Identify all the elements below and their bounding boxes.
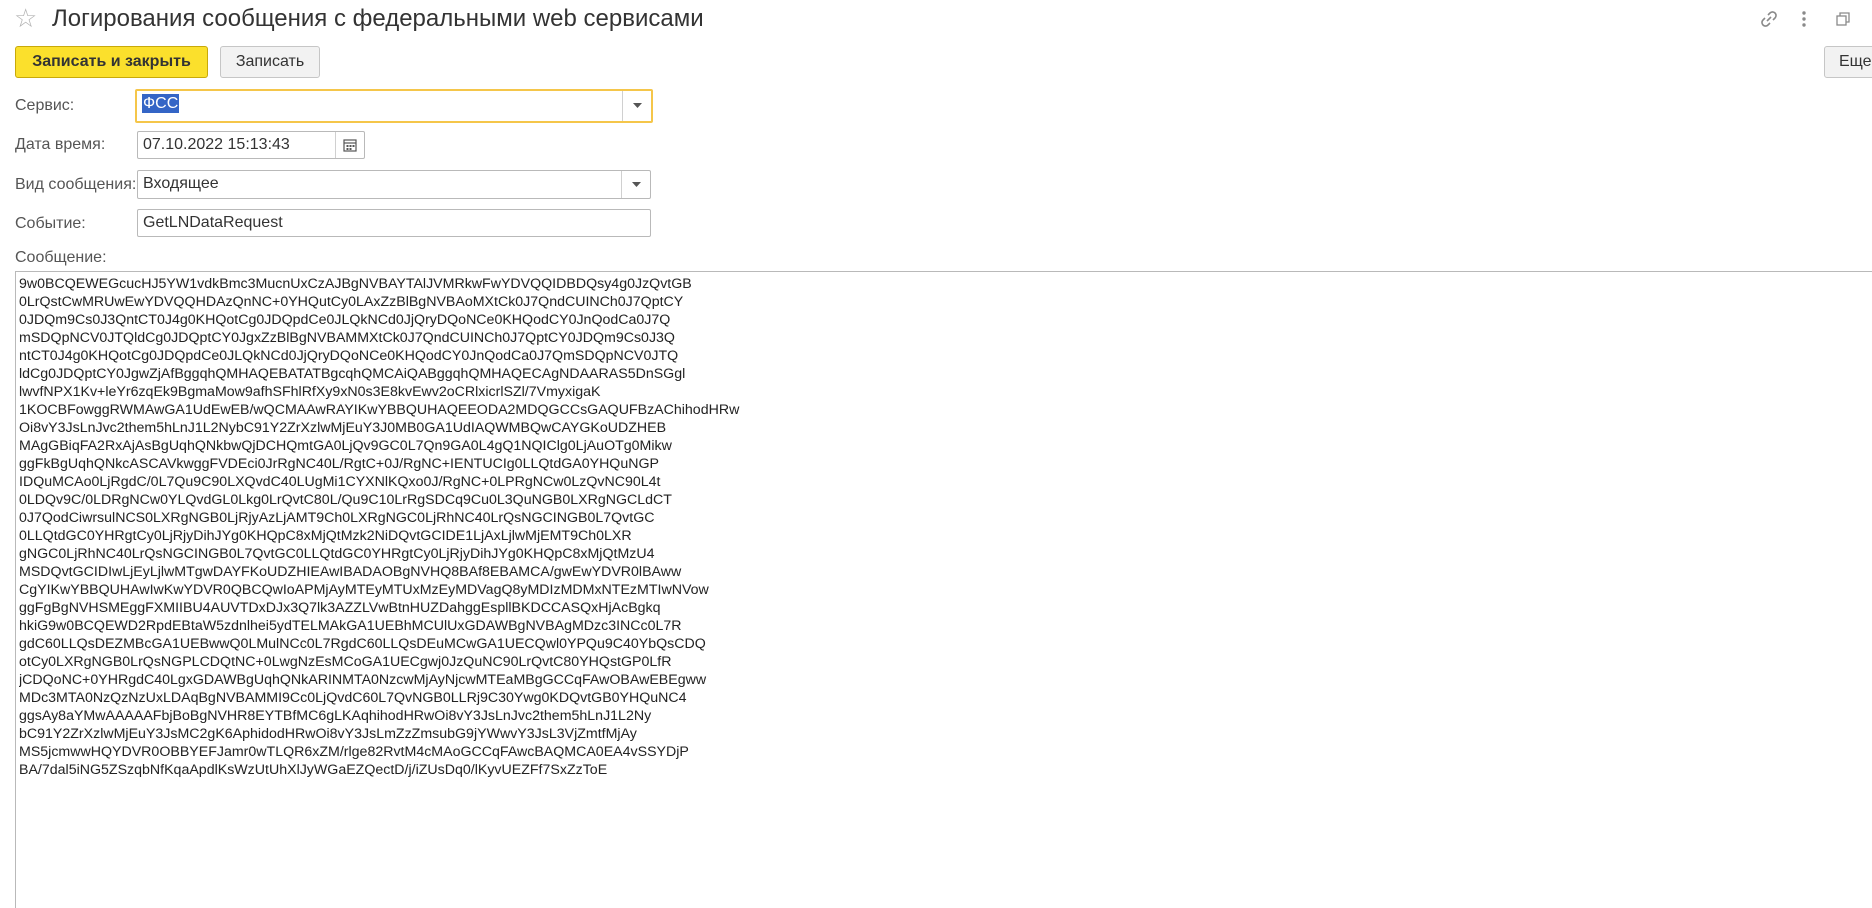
message-type-value: Входящее	[143, 175, 219, 192]
event-label: Событие:	[15, 215, 86, 232]
message-line: otCy0LXRgNGB0LrQsNGPLCDQtNC+0LwgNzEsMCoGA1UECgwj0JzQuNC90LrQvtC80YHQstGP0LfR	[19, 654, 672, 670]
message-type-field[interactable]	[137, 170, 651, 199]
message-line: bC91Y2ZrXzlwMjEuY3JsMC2gK6AphidodHRwOi8vY3JsLmZzZmsubG9jYWwvY3JsL3VjZmtfMjAy	[19, 726, 637, 742]
message-line: gNGC0LjRhNC40LrQsNGCINGB0L7QvtGC0LLQtdGC0YHRgtCy0LjRjyDihJYg0KHQpC8xMjQtMzU4	[19, 546, 655, 562]
message-line: ggFkBgUqhQNkcASCAVkwggFVDEci0JrRgNC40L/RgtC+0J/RgNC+IENTUCIg0LLQtdGA0YHQuNGP	[19, 456, 659, 472]
message-line: ntCT0J4g0KHQotCg0JDQpdCe0JLQkNCd0JjQryDQoNCe0KHQodCY0JnQodCa0J7QmSDQpNCV0JTQ	[19, 348, 679, 364]
vertical-dots-icon[interactable]	[1793, 8, 1815, 30]
message-line: MDc3MTA0NzQzNzUxLDAqBgNVBAMMI9Cc0LjQvdC60L7QvNGB0LLRj9C30Ywg0KDQvtGB0YHQuNC4	[19, 690, 687, 706]
message-line: lwvfNPX1Kv+leYr6zqEk9BgmaMow9afhSFhlRfXy9xN0s3E8kvEwv2oCRlxicrlSZl/7VmyxigaK	[19, 384, 601, 400]
message-label: Сообщение:	[15, 249, 107, 266]
event-value: GetLNDataRequest	[143, 214, 283, 231]
message-line: gdC60LLQsDEZMBcGA1UEBwwQ0LMulNCc0L7RgdC60LLQsDEuMCwGA1UECQwl0YPQu9C40YbQsCDQ	[19, 636, 706, 652]
datetime-label: Дата время:	[15, 136, 106, 153]
link-icon[interactable]	[1758, 8, 1780, 30]
message-textarea[interactable]	[15, 271, 1872, 908]
service-label: Сервис:	[15, 97, 75, 114]
message-line: MS5jcmwwHQYDVR0OBBYEFJamr0wTLQR6xZM/rlge82RvtM4cMAoGCCqFAwcBAQMCA0EA4vSSYDjP	[19, 744, 689, 760]
page-title: Логирования сообщения с федеральными web сервисами	[52, 5, 704, 32]
message-line: ggFgBgNVHSMEggFXMIIBU4AUVTDxDJx3Q7lk3AZZLVwBtnHUZDahggEspllBKDCCASQxHjAcBgkq	[19, 600, 661, 616]
message-line: jCDQoNC+0YHRgdC40LgxGDAWBgUqhQNkARINMTA0NzcwMjAyNjcwMTEaMBgGCCqFAwOBAwEBEgww	[19, 672, 707, 688]
star-outline-icon[interactable]: ☆	[14, 3, 38, 33]
service-field[interactable]	[135, 89, 653, 123]
message-line: mSDQpNCV0JTQldCg0JDQptCY0JgxZzBlBgNVBAMMXtCk0J7QndCUINCh0J7QptCY0JDQm9Cs0J3Q	[19, 330, 675, 346]
message-line: 0LLQtdGC0YHRgtCy0LjRjyDihJYg0KHQpC8xMjQtMzk2NiDQvtGCIDE1LjAxLjlwMjEMT9Ch0LXR	[19, 528, 632, 544]
calendar-icon[interactable]	[335, 132, 364, 158]
message-line: hkiG9w0BCQEWD2RpdEBtaW5zdnlhei5ydTELMAkGA1UEBhMCUlUxGDAWBgNVBAgMDzc3INCc0L7R	[19, 618, 682, 634]
chevron-down-icon[interactable]	[621, 171, 650, 198]
service-value: ФСС	[143, 95, 179, 112]
message-line: IDQuMCAo0LjRgdC/0L7Qu9C90LXQvdC40LUgMi1CYXNlKQxo0J/RgNC+0LPRgNCw0LzQvNC90L4t	[19, 474, 661, 490]
message-line: 0J7QodCiwrsulNCS0LXRgNGB0LjRjyAzLjAMT9Ch0LXRgNGC0LjRhNC40LrQsNGCINGB0L7QvtGC	[19, 510, 655, 526]
message-line: 0JDQm9Cs0J3QntCT0J4g0KHQotCg0JDQpdCe0JLQkNCd0JjQryDQoNCe0KHQodCY0JnQodCa0J7Q	[19, 312, 671, 328]
title-bar	[0, 0, 1872, 38]
message-line: ggsAy8aYMwAAAAAFbjBoBgNVHR8EYTBfMC6gLKAqhihodHRwOi8vY3JsLnJvc2them5hLnJ1L2Ny	[19, 708, 652, 724]
message-line: CgYIKwYBBQUHAwIwKwYDVR0QBCQwIoAPMjAyMTEyMTUxMzEyMDVagQ8yMDIzMDMxNTEzMTIwNVow	[19, 582, 709, 598]
message-line: 0LDQv9C/0LDRgNCw0YLQvdGL0Lkg0LrQvtC80L/Qu9C10LrRgSDCq9Cu0L3QuNGB0LXRgNGCLdCT	[19, 492, 672, 508]
message-line: 1KOCBFowggRWMAwGA1UdEwEB/wQCMAAwRAYIKwYBBQUHAQEEODA2MDQGCCsGAQUFBzAChihodHRw	[19, 402, 740, 418]
message-line: 9w0BCQEWEGcucHJ5YW1vdkBmc3MucnUxCzAJBgNVBAYTAlJVMRkwFwYDVQQIDBDQsy4g0JzQvtGB	[19, 276, 692, 292]
datetime-value: 07.10.2022 15:13:43	[143, 136, 290, 153]
message-line: 0LrQstCwMRUwEwYDVQQHDAzQnNC+0YHQutCy0LAxZzBlBgNVBAoMXtCk0J7QndCUINCh0J7QptCY	[19, 294, 684, 310]
message-line: MSDQvtGCIDIwLjEyLjlwMTgwDAYFKoUDZHIEAwIBADAOBgNVHQ8BAf8EBAMCA/gwEwYDVR0lBAww	[19, 564, 682, 580]
event-field[interactable]	[137, 209, 651, 237]
window-restore-icon[interactable]	[1832, 8, 1854, 30]
message-line: BA/7dal5iNG5ZSzqbNfKqaApdlKsWzUtUhXlJyWGaEZQectD/j/iZUsDq0/lKyvUEZFf7SxZzToE	[19, 762, 608, 778]
message-line: Oi8vY3JsLnJvc2them5hLnJ1L2NybC91Y2ZrXzlwMjEuY3J0MB0GA1UdIAQWMBQwCAYGKoUDZHEB	[19, 420, 667, 436]
message-line: ldCg0JDQptCY0JgwZjAfBggqhQMHAQEBATATBgcqhQMCAiQABggqhQMHAQECAgNDAARAS5DnSGgl	[19, 366, 686, 382]
save-and-close-button[interactable]: Записать и закрыть	[15, 46, 208, 78]
message-line: MAgGBiqFA2RxAjAsBgUqhQNkbwQjDCHQmtGA0LjQv9GC0L7Qn9GA0L4gQ1NQIClg0LjAuOTg0Mikw	[19, 438, 672, 454]
save-button[interactable]: Записать	[220, 46, 320, 78]
chevron-down-icon[interactable]	[622, 91, 651, 121]
datetime-field[interactable]	[137, 131, 365, 159]
message-type-label: Вид сообщения:	[15, 176, 137, 193]
more-button[interactable]: Еще	[1824, 46, 1872, 78]
